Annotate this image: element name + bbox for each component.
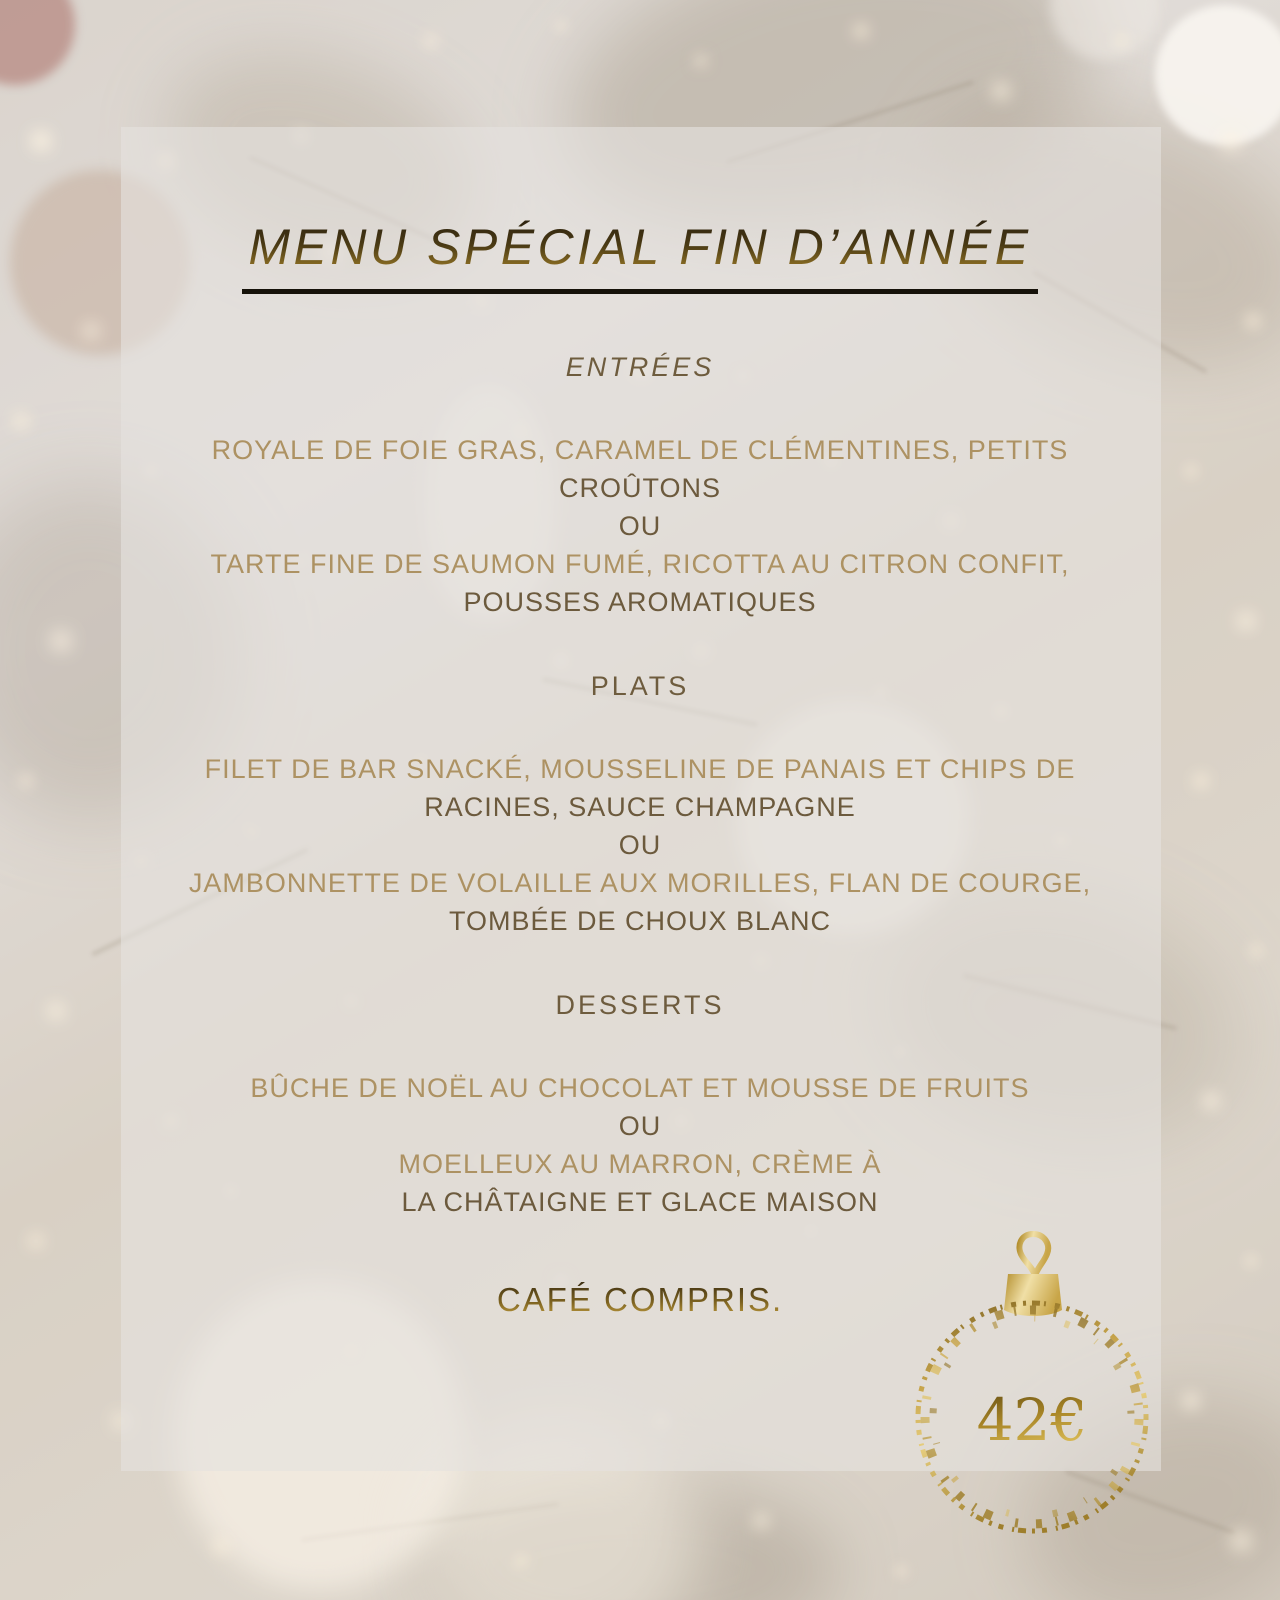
section-plats xyxy=(160,671,1120,940)
section-heading-entrees: ENTRÉES xyxy=(565,352,715,382)
section-desserts xyxy=(160,990,1120,1221)
menu-line: LA CHÂTAIGNE ET GLACE MAISON xyxy=(401,1187,879,1217)
menu-or-separator: OU xyxy=(618,511,662,541)
menu-line: MOELLEUX AU MARRON, CRÈME À xyxy=(398,1149,882,1179)
menu-line: TOMBÉE DE CHOUX BLANC xyxy=(448,906,832,936)
section-heading-plats: PLATS xyxy=(590,671,690,701)
section-heading-desserts: DESSERTS xyxy=(555,990,725,1020)
price-label: 42€ xyxy=(976,1386,1088,1454)
section-entrees xyxy=(160,352,1120,621)
menu-or-separator: OU xyxy=(618,830,662,860)
menu-line: FILET DE BAR SNACKÉ, MOUSSELINE DE PANAIS ET CHIPS DE xyxy=(204,754,1076,784)
menu-line: POUSSES AROMATIQUES xyxy=(463,587,817,617)
menu-line: RACINES, SAUCE CHAMPAGNE xyxy=(424,792,856,822)
menu-line: ROYALE DE FOIE GRAS, CARAMEL DE CLÉMENTINES, PETITS xyxy=(211,435,1069,465)
menu-content xyxy=(160,218,1120,1319)
menu-title: MENU SPÉCIAL FIN D’ANNÉE xyxy=(242,218,1037,294)
bauble-loop xyxy=(1019,1234,1048,1276)
menu-line: BÛCHE DE NOËL AU CHOCOLAT ET MOUSSE DE FRUITS xyxy=(250,1073,1030,1103)
menu-line: TARTE FINE DE SAUMON FUMÉ, RICOTTA AU CITRON CONFIT, xyxy=(210,549,1070,579)
price-bauble-icon xyxy=(888,1212,1178,1552)
menu-line: JAMBONNETTE DE VOLAILLE AUX MORILLES, FLAN DE COURGE, xyxy=(188,868,1092,898)
menu-line: CROÛTONS xyxy=(558,473,721,503)
coffee-included-note: CAFÉ COMPRIS. xyxy=(496,1281,784,1318)
menu-or-separator: OU xyxy=(618,1111,662,1141)
